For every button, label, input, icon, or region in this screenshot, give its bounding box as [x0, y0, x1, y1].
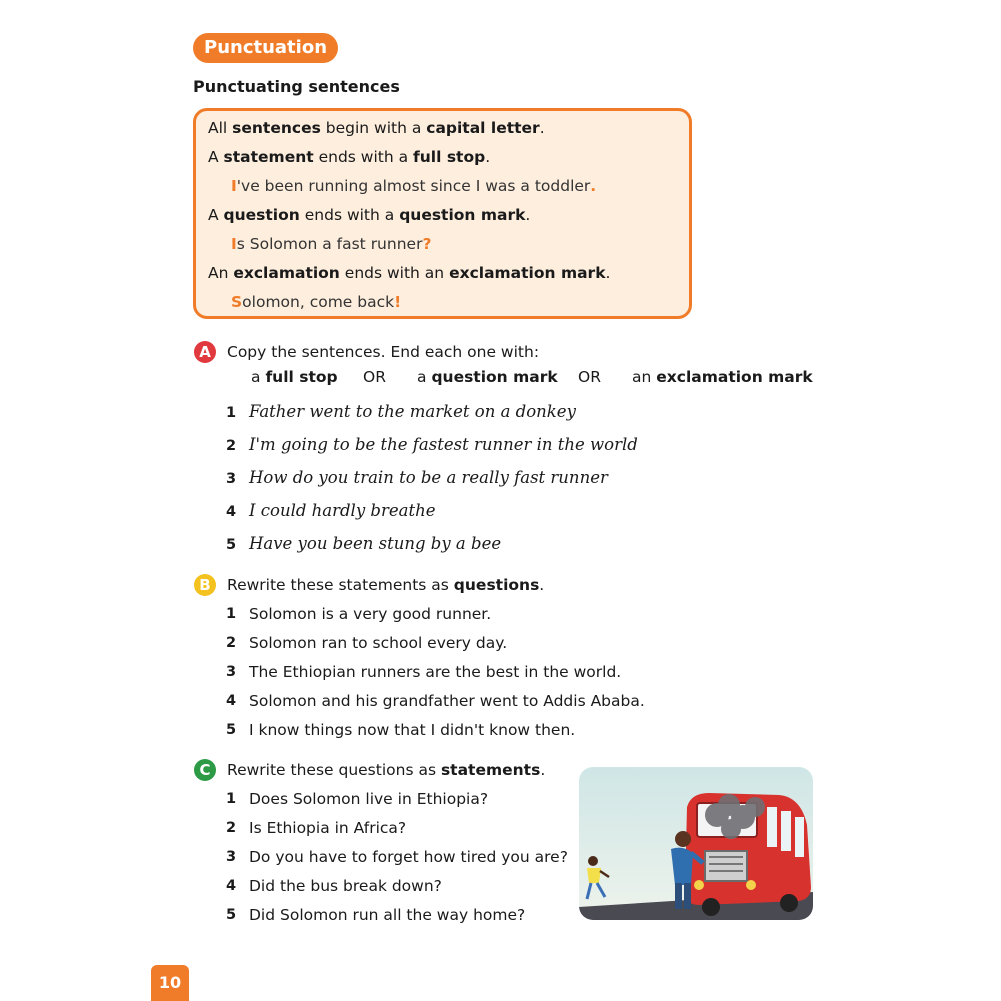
item-number: 2	[226, 820, 237, 836]
bus-illustration	[579, 767, 813, 920]
section-a-instruction: Copy the sentences. End each one with:	[227, 343, 540, 361]
section-title: Punctuation	[193, 33, 338, 63]
list-item: Father went to the market on a donkey	[249, 402, 576, 421]
list-item: Does Solomon live in Ethiopia?	[249, 790, 489, 808]
list-item: I could hardly breathe	[249, 501, 436, 520]
badge-a: A	[194, 341, 216, 363]
list-item: The Ethiopian runners are the best in the world.	[249, 663, 622, 681]
option-question-mark: a question mark	[417, 368, 558, 386]
list-item: I'm going to be the fastest runner in the world	[249, 435, 638, 454]
list-item: Have you been stung by a bee	[249, 534, 502, 553]
list-item: Solomon and his grandfather went to Addis Ababa.	[249, 692, 645, 710]
item-number: 4	[226, 504, 237, 520]
rule-exclamation: An exclamation ends with an exclamation mark.	[208, 264, 611, 282]
rule-box	[193, 108, 692, 319]
example-statement: I've been running almost since I was a toddler.	[231, 177, 597, 195]
section-b-instruction: Rewrite these statements as questions.	[227, 576, 545, 594]
rule-statement: A statement ends with a full stop.	[208, 148, 491, 166]
item-number: 2	[226, 635, 237, 651]
or-label: OR	[578, 368, 601, 386]
list-item: How do you train to be a really fast runner	[249, 468, 608, 487]
item-number: 4	[226, 693, 237, 709]
item-number: 1	[226, 791, 237, 807]
list-item: Did Solomon run all the way home?	[249, 906, 526, 924]
item-number: 3	[226, 471, 237, 487]
list-item: Do you have to forget how tired you are?	[249, 848, 568, 866]
section-subtitle: Punctuating sentences	[193, 77, 400, 96]
list-item: Did the bus break down?	[249, 877, 442, 895]
section-c-instruction: Rewrite these questions as statements.	[227, 761, 546, 779]
rule-capital: All sentences begin with a capital letter.	[208, 119, 545, 137]
rule-question: A question ends with a question mark.	[208, 206, 531, 224]
item-number: 5	[226, 722, 237, 738]
item-number: 5	[226, 537, 237, 553]
list-item: Solomon is a very good runner.	[249, 605, 492, 623]
item-number: 4	[226, 878, 237, 894]
bus-breakdown-image	[579, 767, 813, 920]
item-number: 1	[226, 405, 237, 421]
page-number: 10	[151, 965, 189, 1001]
list-item: Is Ethiopia in Africa?	[249, 819, 407, 837]
list-item: I know things now that I didn't know then.	[249, 721, 576, 739]
option-full-stop: a full stop	[251, 368, 338, 386]
example-exclamation: Solomon, come back!	[231, 293, 402, 311]
option-exclamation-mark: an exclamation mark	[632, 368, 813, 386]
badge-b: B	[194, 574, 216, 596]
item-number: 3	[226, 664, 237, 680]
item-number: 1	[226, 606, 237, 622]
item-number: 3	[226, 849, 237, 865]
item-number: 2	[226, 438, 237, 454]
item-number: 5	[226, 907, 237, 923]
list-item: Solomon ran to school every day.	[249, 634, 508, 652]
or-label: OR	[363, 368, 386, 386]
badge-c: C	[194, 759, 216, 781]
example-question: Is Solomon a fast runner?	[231, 235, 432, 253]
